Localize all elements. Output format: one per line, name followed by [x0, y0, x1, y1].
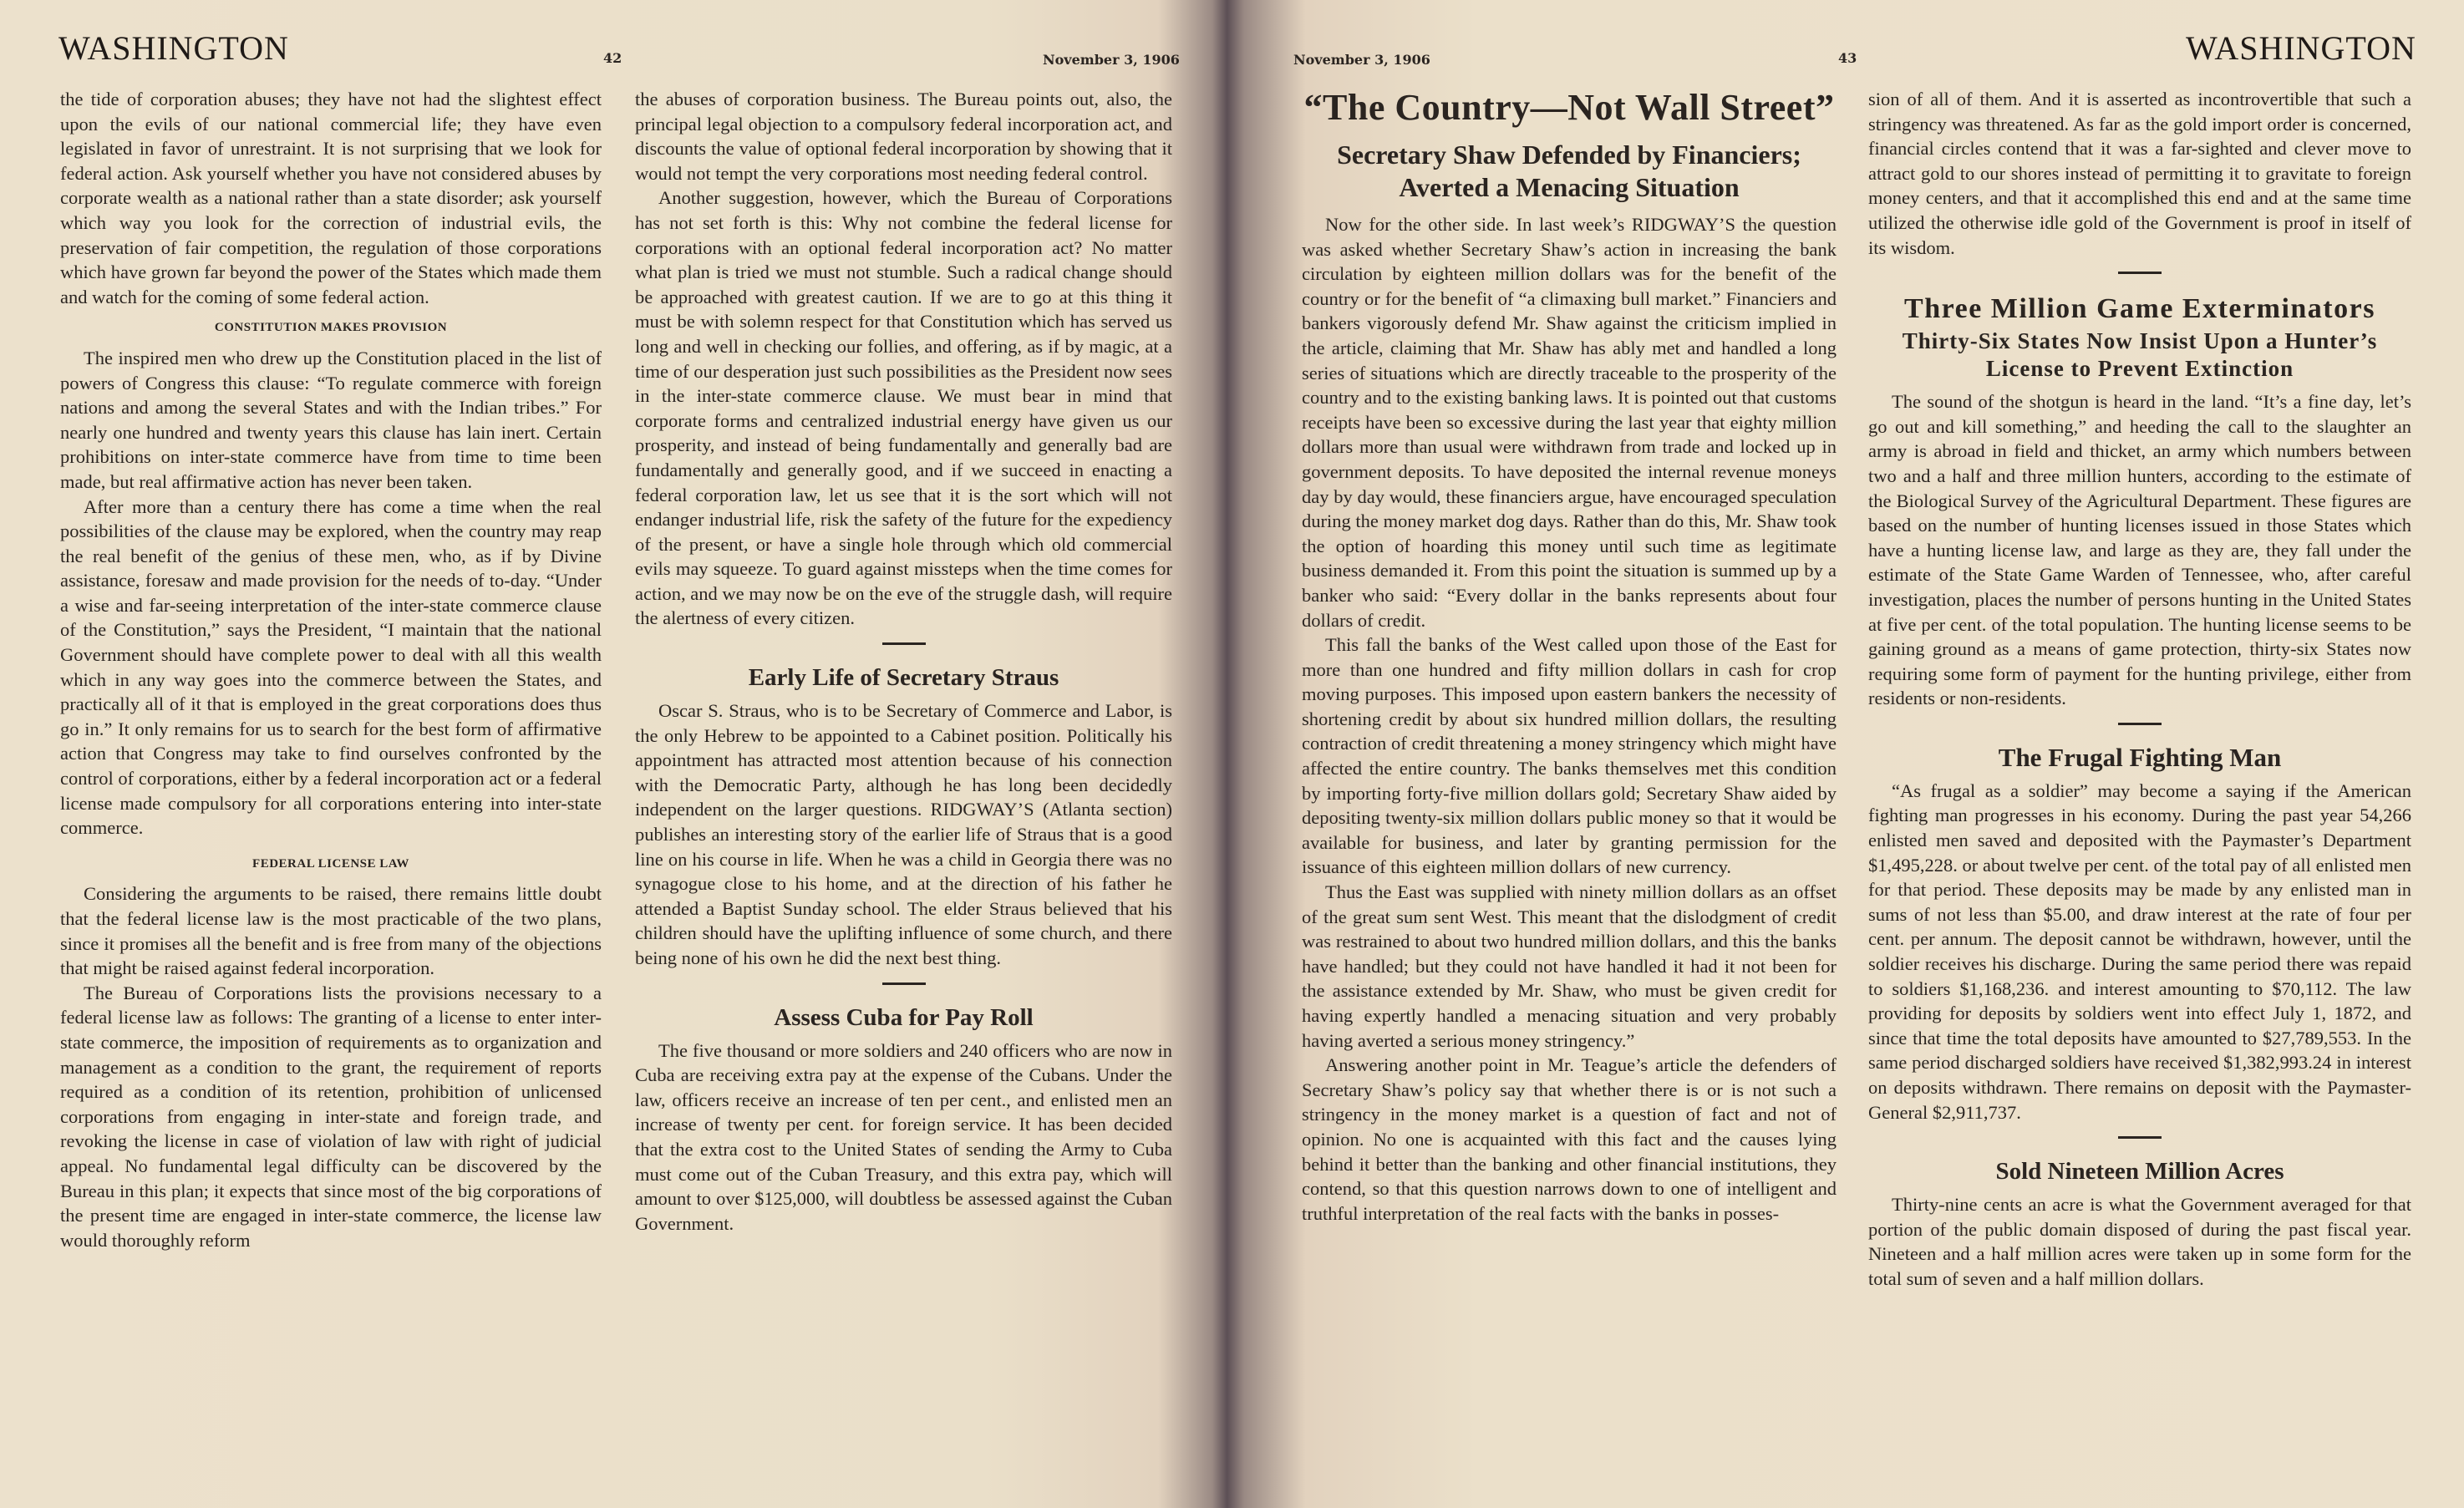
paragraph: Considering the arguments to be raised, there remains little doubt that the federal license law is the most practicable of the two plans, since it promises all the benefit and is free from many of the objections that might be raised against federal incorporation.: [60, 883, 602, 979]
right-page: [1253, 0, 2464, 1508]
left-column-2: [635, 87, 1172, 1236]
paragraph: This fall the banks of the West called upon those of the East for more than one hundred and fifty million dollars in cash for crop moving purposes. This imposed upon eastern bankers the necessity of shortening credit by about six hundred million dollars, the resulting contraction of credit threatening a money stringency which might have affected the entire country. The banks themselves met this condition by importing forty-five million dollars gold; Secretary Shaw aided by depositing twenty-six million dollars public money so that it would be available for business, and later by granting permission for the issuance of this eighteen million dollars of new currency.: [1302, 634, 1837, 878]
paragraph: Oscar S. Straus, who is to be Secretary of Commerce and Labor, is the only Hebrew to be appointed to a Cabinet position. Politically his appointment has attracted most attention because of his connection with the Democratic Party, although he has long been decidedly independent on the larger questions. RIDGWAY’S (Atlanta section) publishes an interesting story of the earlier life of Straus that is a good line on his course in life. When he was a child in Georgia there was no synagogue close to his home, and at the direction of his father he attended a Baptist Sunday school. The elder Straus believed that his children should have the uplifting influence of some church, and there being none of his own he did the next best thing.: [635, 700, 1172, 968]
paragraph: After more than a century there has come a time when the real possibilities of the clause may be explored, when the country may reap the real benefit of the genius of these men, who, as if by Divine assistance, foresaw and made provision for the needs of to-day. “Under a wise and far-seeing interpretation of the inter-state commerce clause of the Constitution,” says the President, “I maintain that the national Government should have complete power to deal with all this wealth which in any way goes into the commerce between the States, and practically all of it that is employed in the great corporations does thus go in.” It only remains for us to search for the best form of affirmative action that Congress may take to find ourselves confronted by the control of corporations, either by a federal incorporation act or a federal license made compulsory for all corporations entering into inter-state commerce.: [60, 495, 602, 839]
paragraph: the tide of corporation abuses; they have not had the slightest effect upon the evils of our national commercial life; they have even legislated in favor of unrestraint. It is not surprising that we look for federal action. Ask yourself whether you have not considered abuses by corporate wealth as a national rather than a state disorder; ask yourself which way you look for the correction of industrial evils, the preservation of fair competition, the regulation of those corporations which have grown far beyond the power of the States which made them and watch for the coming of some federal action.: [60, 89, 602, 307]
right-page-date: November 3, 1906: [1293, 52, 1430, 68]
left-page-date: November 3, 1906: [1043, 52, 1180, 68]
subhead-constitution: CONSTITUTION MAKES PROVISION: [214, 321, 448, 335]
left-page: [0, 0, 1212, 1508]
paragraph: “As frugal as a soldier” may become a saying if the American fighting man progresses in his economy. During the past year 54,266 enlisted men saved and deposited with the Paymaster’s Department $1,495,228. or about twelve per cent. of the total pay of all enlisted men for that period. These deposits may be made by any enlisted man in sums of not less than $5.00, and draw interest at the rate of four per cent. per annum. The deposit cannot be withdrawn, however, until the soldier receives his discharge. During the same period there was repaid to soldiers $1,168,236. and interest amounting to $70,112. The law providing for deposits by soldiers went into effect July 1, 1872, and since that time the total deposits have amounted to $27,789,553. In the same period discharged soldiers have received $1,382,993.24 in interest on deposits withdrawn. There remains on deposit with the Paymaster-General $2,911,737.: [1868, 779, 2411, 1123]
headline-country: “The Country—Not Wall Street”: [1303, 87, 1835, 128]
headline-cuba: Assess Cuba for Pay Roll: [774, 1003, 1034, 1031]
paragraph: the abuses of corporation business. The Bureau points out, also, the principal legal objection to a compulsory federal incorporation act, and discounts the value of optional federal incorporation by showing that it would not tempt the very corporations most needing federal control.: [635, 89, 1172, 184]
divider-rule: [2118, 1136, 2162, 1139]
right-column-2: [1868, 87, 2411, 1292]
paragraph: Thirty-nine cents an acre is what the Government averaged for that portion of the public domain disposed of during the past fiscal year. Nineteen and a half million acres were taken up in some form for the total sum of seven and a half million dollars.: [1868, 1194, 2411, 1289]
left-page-number: 42: [603, 50, 622, 66]
paragraph: The sound of the shotgun is heard in the land. “It’s a fine day, let’s go out and kill something,” and heeding the call to the slaughter an army is abroad in field and thicket, an army which numbers between two and a half and three million hunters, according to the estimate of the Biological Survey of the Agricultural Department. These figures are based on the number of hunting licenses issued in those States which have a hunting license law, and large as they are, they fall under the estimate of the State Game Warden of Tennessee, who, after careful investigation, places the number of persons hunting in the United States at five per cent. of the total population. The hunting license seems to be gaining ground as a means of game protection, thirty-six States now requiring some form of payment for the hunting privilege, either from residents or non-residents.: [1868, 391, 2411, 709]
right-running-title: WASHINGTON: [2186, 29, 2416, 67]
paragraph: sion of all of them. And it is asserted as incontrovertible that such a stringency was threatened. As far as the gold import order is concerned, financial circles contend that it was a far-sighted and clever move to attract gold to our shores instead of permitting it to gravitate to foreign money centers, and that it accomplished this end and at the same time utilized the otherwise idle gold of the Government is proof in itself of its wisdom.: [1868, 89, 2411, 258]
headline-frugal: The Frugal Fighting Man: [1998, 742, 2282, 772]
headline-game: Three Million Game Exterminators: [1904, 293, 2375, 325]
divider-rule: [882, 642, 926, 645]
headline-straus: Early Life of Secretary Straus: [748, 664, 1059, 692]
right-running-head: [1253, 28, 2464, 79]
paragraph: The inspired men who drew up the Constitution placed in the list of powers of Congress this clause: “To regulate commerce with foreign nations and among the several States and with the Indian tribes.” For nearly one hundred and twenty years this clause has lain inert. Certain prohibitions on inter-state commerce have from time to time been made, but real affirmative action has never been taken.: [60, 347, 602, 492]
paragraph: Answering another point in Mr. Teague’s article the defenders of Secretary Shaw’s policy say that whether there is or is not such a stringency in the money market is a question of fact and not of opinion. No one is acquainted with this fact and the causes lying behind it better than the banking and other financial institutions, they contend, so that this question narrows down to one of intelligent and truthful interpretation of the real facts with the banks in posses-: [1302, 1054, 1837, 1224]
left-column-1: [60, 87, 602, 1252]
deck-shaw: Secretary Shaw Defended by Financiers; Averted a Menacing Situation: [1337, 140, 1801, 202]
paragraph: The five thousand or more soldiers and 240 officers who are now in Cuba are receiving extra pay at the expense of the Cubans. Under the law, officers receive an increase of ten per cent., and enlisted men an increase of twenty per cent. for foreign service. It has been decided that the extra cost to the United States of sending the Army to Cuba must come out of the Cuban Treasury, and this extra pay, which will amount to over $125,000, will doubtless be assessed against the Cuban Government.: [635, 1039, 1172, 1234]
subhead-federal-license: FEDERAL LICENSE LAW: [252, 856, 409, 871]
left-running-title: WASHINGTON: [58, 29, 289, 67]
right-page-number: 43: [1838, 50, 1857, 66]
divider-rule: [882, 982, 926, 985]
paragraph: Another suggestion, however, which the Bureau of Corporations has not set forth is this: Why not combine the federal license for corporations with an optional federal incorporation act? No matter what plan is tried we must not stumble. Such a radical change should be approached with greatest caution. If we are to go at this thing it must be with solemn respect for that Constitution which has served us long and well in checking our follies, and offering, as if by magic, at a time of our desperation just such possibilities as the President now sees in the inter-state commerce clause. We must bear in mind that corporate forms and centralized industrial energy have given us our prosperity, and instead of being fundamentally and generally bad are fundamentally and generally good, and if we succeed in enacting a federal corporation law, let us see that it is the sort which will not endanger industrial life, risk the safety of the future for the expediency of the present, or have a single hole through which old commercial evils may squeeze. To guard against missteps when the time comes for action, and we may now be on the eve of the struggle dash, will require the alertness of every citizen.: [635, 187, 1172, 629]
deck-game: Thirty-Six States Now Insist Upon a Hunter’s License to Prevent Extinction: [1902, 328, 2378, 382]
headline-acres: Sold Nineteen Million Acres: [1995, 1158, 2284, 1186]
paragraph: The Bureau of Corporations lists the provisions necessary to a federal license law as follows: The granting of a license to enter inter-state commerce, the imposition of requirements as to organization and management as a condition to the grant, the requirement of reports required as a condition of its retention, prohibition of unlicensed corporations from engaging in inter-state and foreign trade, and revoking the license in case of violation of law with right of judicial appeal. No fundamental legal difficulty can be discovered by the Bureau in this plan; it expects that since most of the big corporations of the present time are engaged in inter-state commerce, the license law would thoroughly reform: [60, 982, 602, 1251]
divider-rule: [2118, 272, 2162, 274]
right-column-1: [1302, 87, 1837, 1226]
left-running-head: [0, 28, 1212, 79]
paragraph: Now for the other side. In last week’s RIDGWAY’S the question was asked whether Secretary Shaw’s action in increasing the bank circulation by eighteen million dollars was for the benefit of the country or for the benefit of “a climaxing bull market.” Financiers and bankers vigorously defend Mr. Shaw against the criticism implied in the article, claiming that Mr. Shaw has ably met and handled a long series of situations which are directly traceable to the prosperity of the country and to the existing banking laws. It is pointed out that customs receipts have been so excessive during the last year that eighty million dollars more than usual were withdrawn from trade and locked up in government deposits. To have deposited the internal revenue moneys day by day would, these financiers argue, have encouraged speculation during the money market dog days. Rather than do this, Mr. Shaw took the option of hoarding this money until such time as legitimate business demanded it. From this point the situation is summed up by a banker who said: “Every dollar in the banks represents about four dollars of credit.: [1302, 214, 1837, 631]
paragraph: Thus the East was supplied with ninety million dollars as an offset of the great sum sent West. This meant that the dislodgment of credit was restrained to about two hundred million dollars, and this the banks have handled; but they could not have handled it had it not been for the assistance extended by Mr. Shaw, who must be given credit for having expertly handled a menacing situation and very probably having averted a serious money stringency.”: [1302, 881, 1837, 1051]
divider-rule: [2118, 723, 2162, 725]
